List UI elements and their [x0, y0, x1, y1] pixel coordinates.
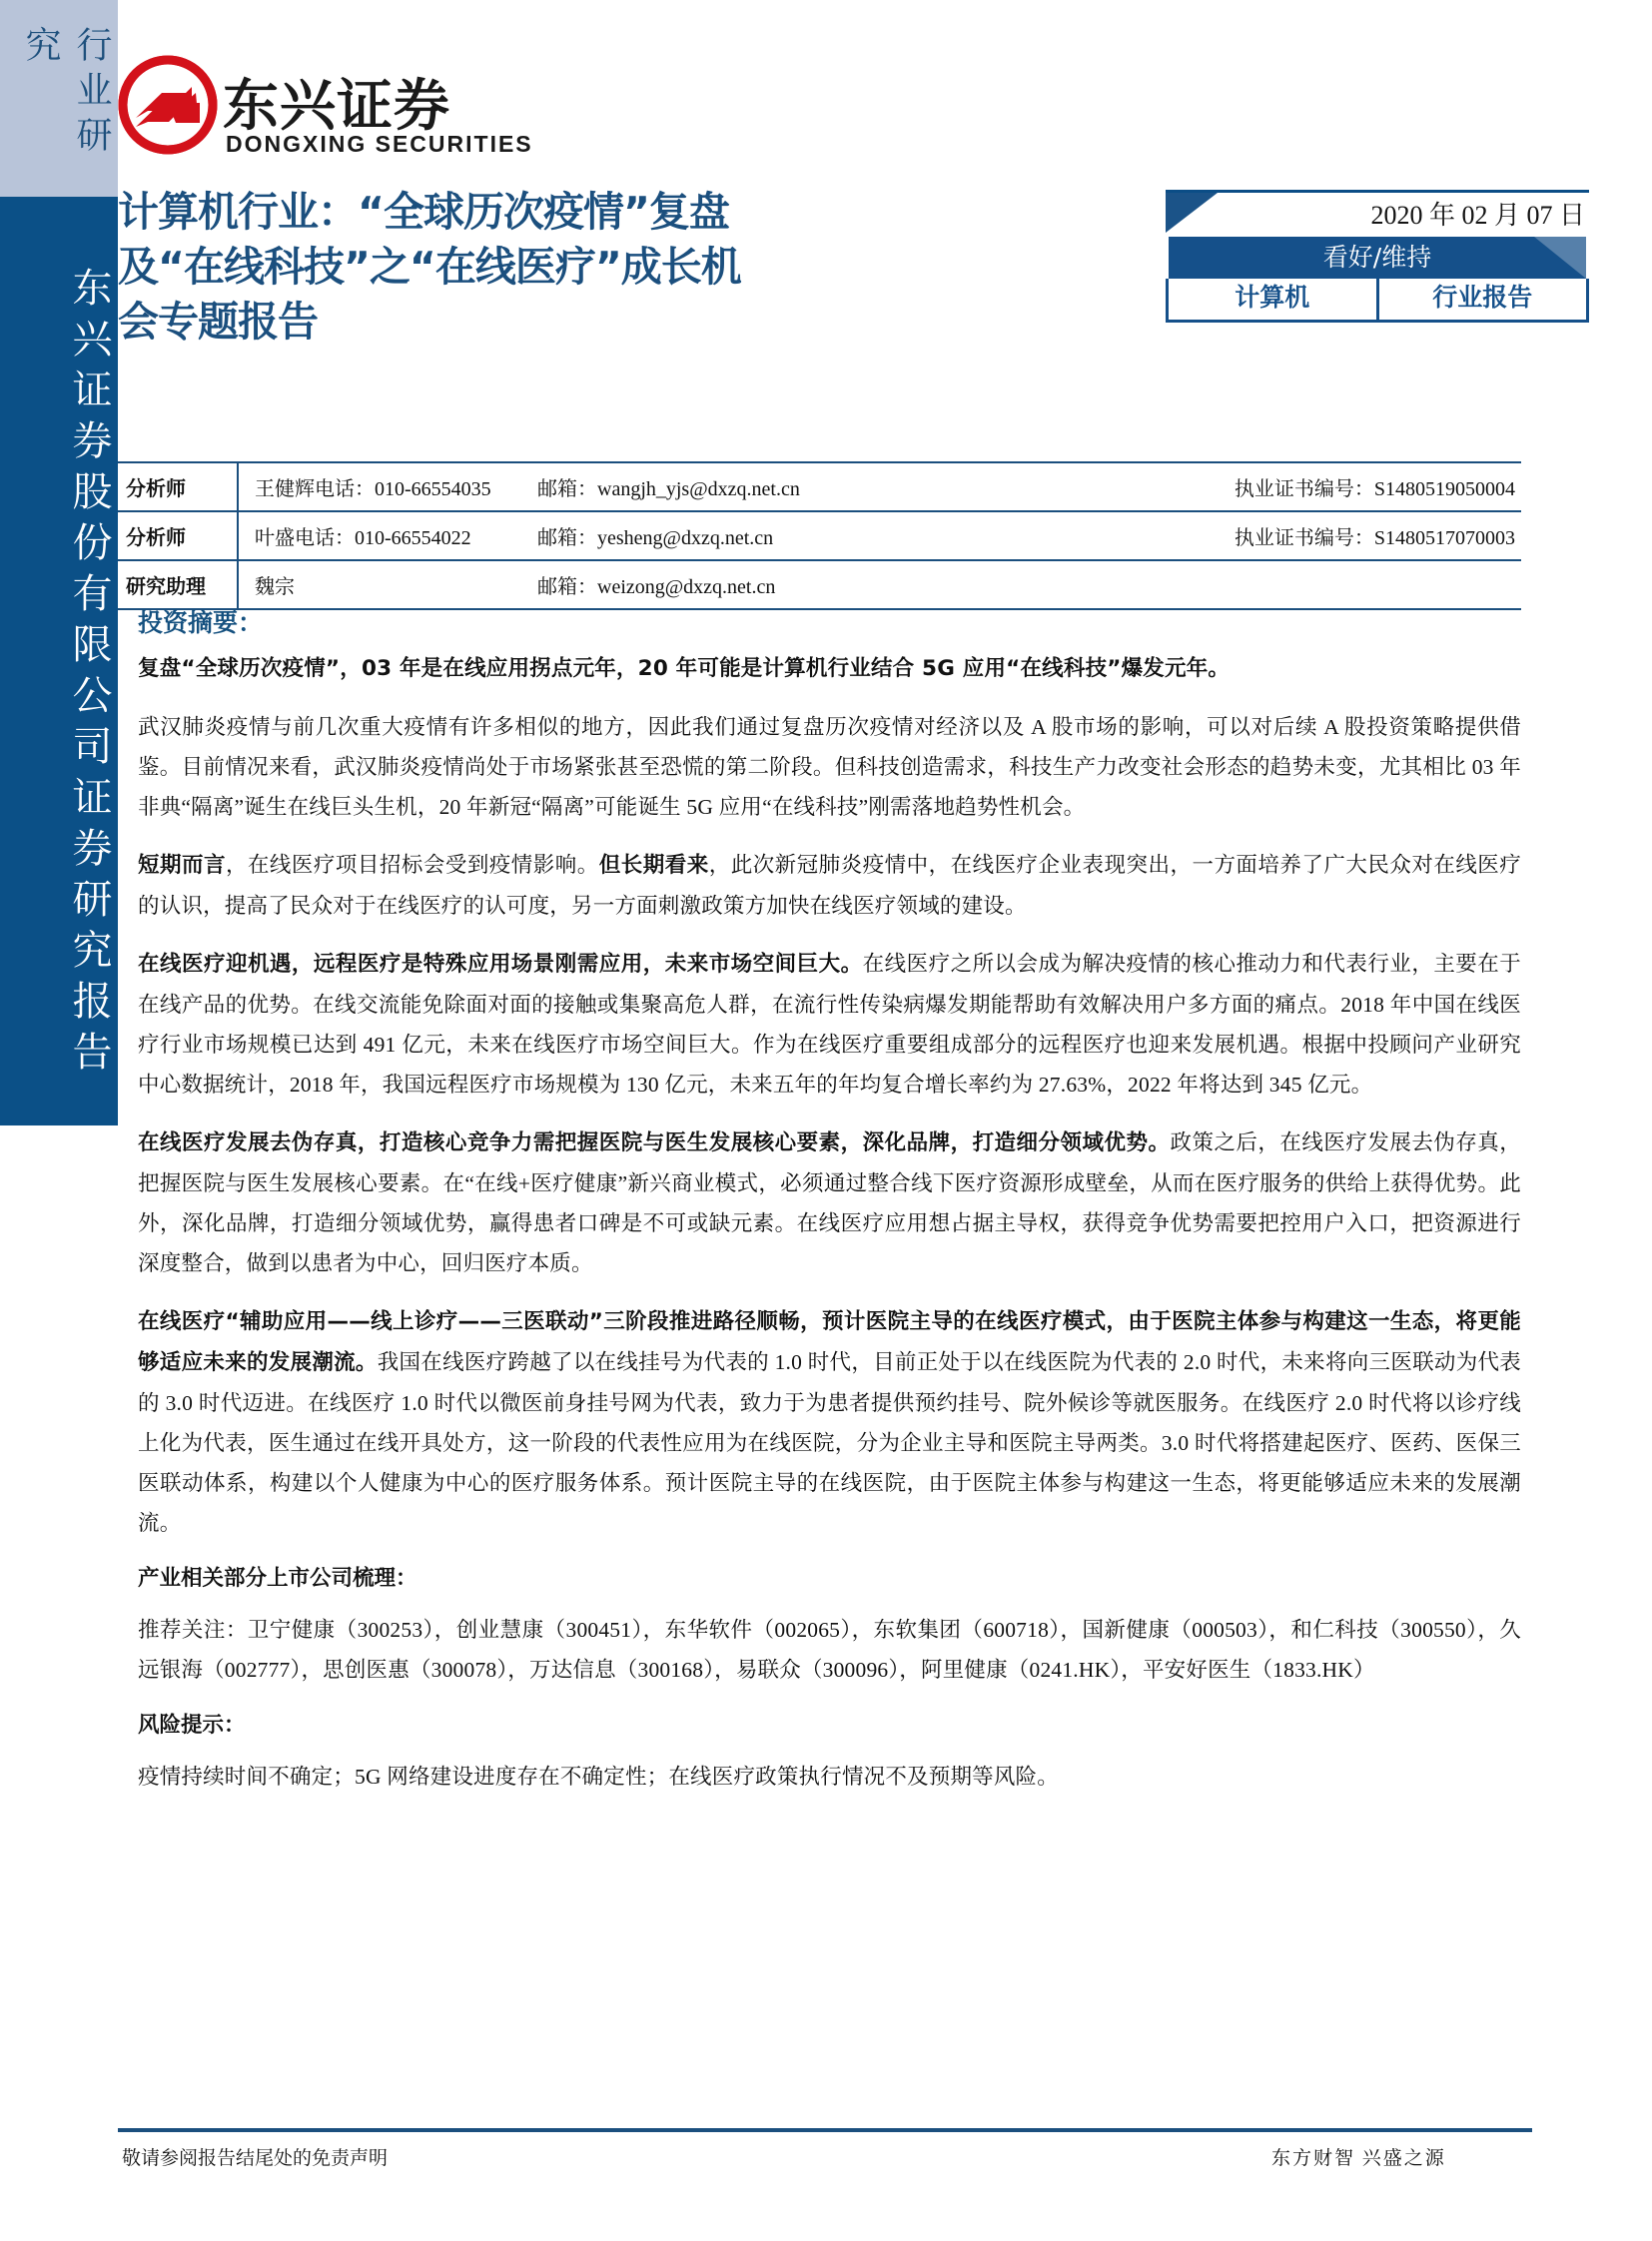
summary-p2-text-a: ，在线医疗项目招标会受到疫情影响。 — [225, 853, 599, 877]
report-date-row — [1166, 193, 1589, 237]
summary-p2-text-b: ，此次新冠肺炎疫情中，在线医疗企业表现突出，一方面培养了广大民众对在线医疗的认识，提高了民众对于在线医疗的认可度，另一方面刺激政策方加快在线医疗领域的建设。 — [138, 853, 1521, 918]
summary-paragraph-2 — [138, 845, 1521, 926]
sector-name: 计算机 — [1235, 283, 1310, 312]
table-row — [118, 511, 1521, 560]
summary-p3-bold: 在线医疗迎机遇，远程医疗是特殊应用场景刚需应用，未来市场空间巨大。 — [138, 952, 863, 977]
footer-rule — [118, 2128, 1532, 2132]
analyst-certificate — [997, 560, 1521, 609]
summary-body — [138, 649, 1521, 1815]
rating-box — [1166, 190, 1589, 323]
report-type: 行业报告 — [1376, 279, 1587, 320]
summary-p3-text: 在线医疗之所以会成为解决疫情的核心推动力和代表行业，主要在于在线产品的优势。在线交流能免除面对面的接触或集聚高危人群，在流行性传染病爆发期能帮助有效解决用户多方面的痛点。2018 年中国在线医疗行业市场规模已达到 491 亿元，未来在线医疗市场空间巨大。作为在线医疗重要组成部分的远程医疗也迎来发展机遇。根据中投顾问产业研究中心数据统计，2018 年，我国远程医疗市场规模为 130 亿元，未来五年的年均复合增长率约为 27.63%，2022 年将达到 345 亿元。 — [138, 952, 1521, 1097]
table-row — [118, 560, 1521, 609]
summary-p5-bold: 在线医疗“辅助应用——线上诊疗——三医联动”三阶段推进路径顺畅，预计医院主导的在线医疗模式，由于医院主体参与构建这一生态，将更能够适应未来的发展潮流。 — [138, 1309, 1521, 1375]
summary-lead-bold: 复盘“全球历次疫情”，03 年是在线应用拐点元年，20 年可能是计算机行业结合 5G 应用“在线科技”爆发元年。 — [138, 656, 1231, 681]
triangle-left-icon — [1166, 193, 1218, 233]
report-date: 2020 年 02 月 07 日 — [1370, 201, 1585, 230]
summary-paragraph-3 — [138, 944, 1521, 1105]
logo-english-text: DONGXING SECURITIES — [226, 131, 533, 157]
sidebar-lower-blank — [0, 1125, 118, 2241]
summary-paragraph-1: 武汉肺炎疫情与前几次重大疫情有许多相似的地方，因此我们通过复盘历次疫情对经济以及 A 股市场的影响，可以对后续 A 股投资策略提供借鉴。目前情况来看，武汉肺炎疫情尚处于市场紧张甚至恐慌的第二阶段。但科技创造需求，科技生产力改变社会形态的趋势未变，尤其相比 03 年非典“隔离”诞生在线巨头生机，20 年新冠“隔离”可能诞生 5G 应用“在线科技”刚需落地趋势性机会。 — [138, 715, 1521, 819]
analyst-certificate: 执业证书编号：S1480517070003 — [997, 511, 1521, 560]
summary-p5-text: 我国在线医疗跨越了以在线挂号为代表的 1.0 时代，目前正处于以在线医院为代表的 2.0 时代，未来将向三医联动为代表的 3.0 时代迈进。在线医疗 1.0 时代以微医前身挂号网为代表，致力于为患者提供预约挂号、院外候诊等就医服务。在线医疗 2.0 时代将以诊疗线上化为代表，医生通过在线开具处方，这一阶段的代表性应用为在线医院，分为企业主导和医院主导两类。3.0 时代将搭建起医疗、医药、医保三医联动体系，构建以个人健康为中心的医疗服务体系。预计医院主导的在线医院，由于医院主体参与构建这一生态，将更能够适应未来的发展潮流。 — [138, 1350, 1521, 1535]
sector-row — [1166, 279, 1589, 323]
risk-heading: 风险提示： — [138, 1713, 246, 1738]
analyst-role: 分析师 — [118, 511, 238, 560]
analyst-email: 邮箱：wangjh_yjs@dxzq.net.cn — [537, 462, 997, 511]
sidebar-top-band — [0, 0, 118, 197]
companies-list: 推荐关注：卫宁健康（300253），创业慧康（300451），东华软件（002065），东软集团（600718），国新健康（000503），和仁科技（300550），久远银海（002777），思创医惠（300078），万达信息（300168），易联众（300096），阿里健康（0241.HK），平安好医生（1833.HK） — [138, 1618, 1521, 1682]
analyst-email: 邮箱：yesheng@dxzq.net.cn — [537, 511, 997, 560]
analyst-email: 邮箱：weizong@dxzq.net.cn — [537, 560, 997, 609]
summary-p4-text: 政策之后，在线医疗发展去伪存真，把握医院与医生发展核心要素。在“在线+医疗健康”新兴商业模式，必须通过整合线下医疗资源形成壁垒，从而在医疗服务的供给上获得优势。此外，深化品牌，打造细分领域优势，赢得患者口碑是不可或缺元素。在线医疗应用想占据主导权，获得竞争优势需要把控用户入口，把资源进行深度整合，做到以患者为中心，回归医疗本质。 — [138, 1130, 1521, 1275]
companies-heading: 产业相关部分上市公司梳理： — [138, 1566, 417, 1591]
logo-chinese-text: 东兴证券 — [223, 74, 450, 137]
brand-logo — [118, 55, 557, 175]
analyst-certificate: 执业证书编号：S1480519050004 — [997, 462, 1521, 511]
summary-paragraph-4 — [138, 1122, 1521, 1283]
footer-disclaimer: 敬请参阅报告结尾处的免责声明 — [122, 2148, 389, 2169]
investment-summary-heading: 投资摘要： — [138, 608, 264, 637]
sidebar-company-label: 东兴证券股份有限公司证券研究报告 — [67, 267, 112, 1082]
analyst-name-phone: 叶盛电话：010-66554022 — [238, 511, 537, 560]
summary-p2-bold-b: 但长期看来 — [598, 853, 709, 878]
analyst-name-phone: 魏宗 — [238, 560, 537, 609]
table-row — [118, 462, 1521, 511]
triangle-right-icon — [1534, 237, 1586, 279]
footer-slogan: 东方财智 兴盛之源 — [1271, 2148, 1446, 2169]
analyst-role: 分析师 — [118, 462, 238, 511]
summary-paragraph-5 — [138, 1301, 1521, 1543]
page-title: 计算机行业：“全球历次疫情”复盘及“在线科技”之“在线医疗”成长机会专题报告 — [118, 188, 741, 346]
sidebar-blue-band — [0, 197, 118, 1125]
analyst-table — [118, 461, 1521, 610]
sidebar-industry-research-label: 行业研究 — [21, 26, 112, 161]
analyst-name-phone: 王健辉电话：010-66554035 — [238, 462, 537, 511]
rating-value: 看好/维持 — [1322, 243, 1432, 272]
content-column — [118, 0, 1652, 2241]
risk-text: 疫情持续时间不确定；5G 网络建设进度存在不确定性；在线医疗政策执行情况不及预期等风险。 — [138, 1765, 1059, 1789]
analyst-role: 研究助理 — [118, 560, 238, 609]
rating-banner — [1166, 237, 1589, 279]
summary-p4-bold: 在线医疗发展去伪存真，打造核心竞争力需把握医院与医生发展核心要素，深化品牌，打造细分领域优势。 — [138, 1130, 1171, 1155]
summary-p2-bold-a: 短期而言 — [138, 853, 226, 878]
dongxing-logo-icon — [118, 55, 218, 155]
